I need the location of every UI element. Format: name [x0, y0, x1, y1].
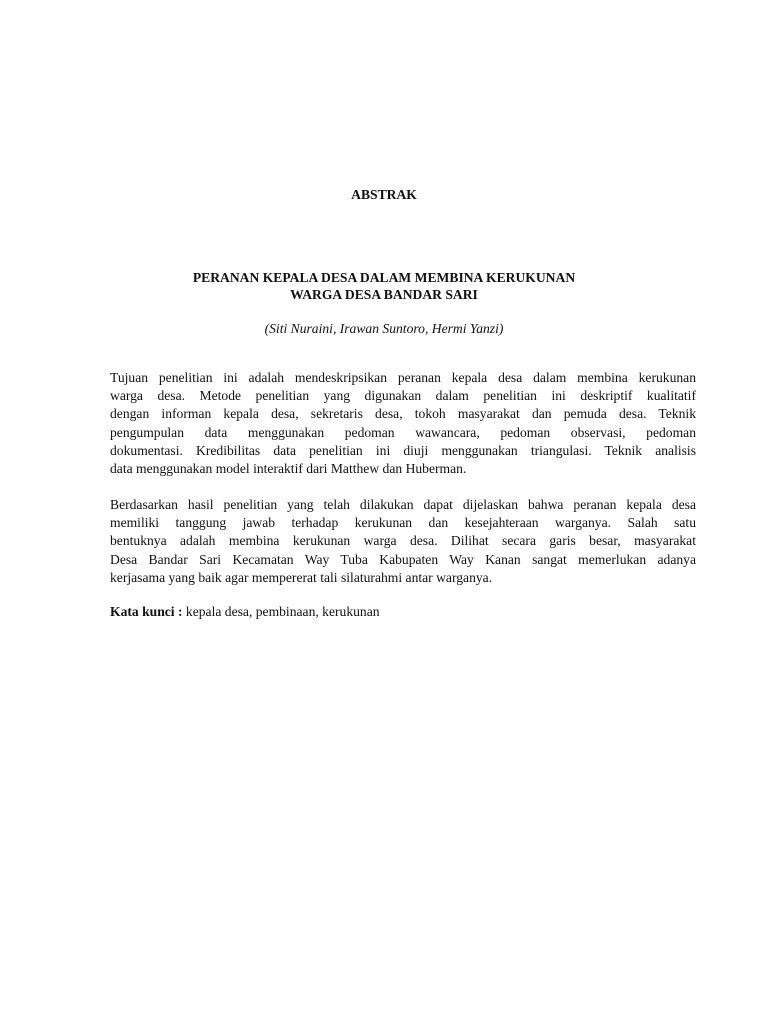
author-list: (Siti Nuraini, Irawan Suntoro, Hermi Yanzi) [264, 321, 504, 336]
paragraph-line: Tujuan penelitian ini adalah mendeskripsikan peranan kepala desa dalam membina kerukunan [110, 370, 696, 385]
paper-title-line-1: PERANAN KEPALA DESA DALAM MEMBINA KERUKUNAN [192, 270, 576, 285]
paragraph-line: Berdasarkan hasil penelitian yang telah dilakukan dapat dijelaskan bahwa peranan kepala desa [110, 497, 696, 512]
paragraph-line: kerjasama yang baik agar mempererat tali silaturahmi antar warganya. [110, 569, 493, 585]
paragraph-line: memiliki tanggung jawab terhadap kerukunan dan kesejahteraan warganya. Salah satu [110, 515, 696, 531]
keywords-value: kepala desa, pembinaan, kerukunan [182, 604, 380, 619]
paragraph-line: warga desa. Metode penelitian yang digunakan dalam penelitian ini deskriptif kualitatif [110, 388, 696, 404]
abstract-paragraph-1 [110, 369, 696, 478]
paper-title-line-2: WARGA DESA BANDAR SARI [290, 287, 478, 302]
keywords [110, 603, 380, 621]
abstract-paragraph-2 [110, 496, 696, 587]
paragraph-line: pengumpulan data menggunakan pedoman wawancara, pedoman observasi, pedoman [110, 424, 696, 440]
keywords-label: Kata kunci : [110, 604, 183, 619]
paragraph-line: dokumentasi. Kredibilitas data penelitian ini diuji menggunakan triangulasi. Teknik analisis [110, 442, 696, 458]
paragraph-line: dengan informan kepala desa, sekretaris desa, tokoh masyarakat dan pemuda desa. Teknik [110, 406, 696, 422]
paragraph-line: Desa Bandar Sari Kecamatan Way Tuba Kabupaten Way Kanan sangat memerlukan adanya [110, 551, 696, 567]
abstract-heading: ABSTRAK [351, 187, 417, 202]
paragraph-line: bentuknya adalah membina kerukunan warga desa. Dilihat secara garis besar, masyarakat [110, 533, 696, 549]
paper-title [0, 269, 768, 303]
paragraph-line: data menggunakan model interaktif dari Matthew dan Huberman. [110, 461, 467, 477]
